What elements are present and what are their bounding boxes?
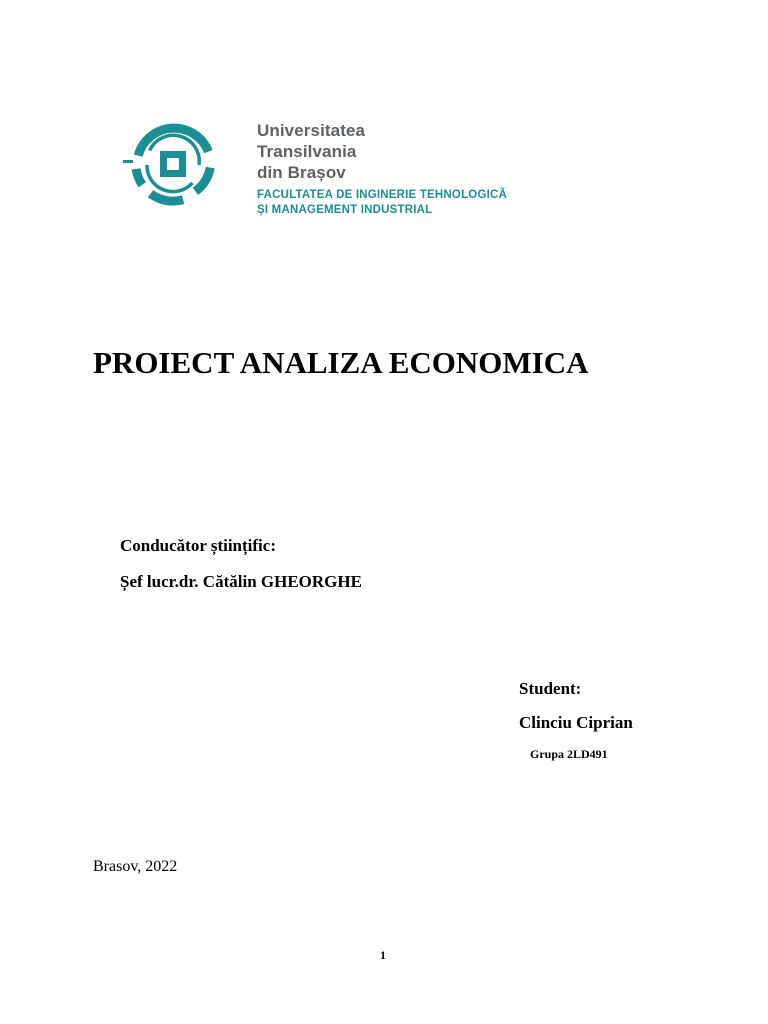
university-name-line: din Brașov <box>257 163 346 182</box>
place-date: Brasov, 2022 <box>93 858 178 875</box>
faculty-name-line: ȘI MANAGEMENT INDUSTRIAL <box>257 204 433 216</box>
faculty-name-line: FACULTATEA DE INGINERIE TEHNOLOGICĂ <box>257 189 507 201</box>
student-group: Grupa 2LD491 <box>530 747 608 761</box>
university-name-block <box>257 120 507 218</box>
university-name-line: Universitatea <box>257 121 366 140</box>
document-title: PROIECT ANALIZA ECONOMICA <box>93 345 589 380</box>
university-logo-icon <box>122 116 224 212</box>
university-name-line: Transilvania <box>257 142 357 161</box>
page-number: 1 <box>380 948 386 962</box>
supervisor-name: Șef lucr.dr. Cătălin GHEORGHE <box>120 572 362 591</box>
faculty-name-block <box>257 188 507 218</box>
student-label: Student: <box>519 679 582 698</box>
student-name: Clinciu Ciprian <box>519 713 633 732</box>
supervisor-label: Conducător științific: <box>120 536 276 555</box>
